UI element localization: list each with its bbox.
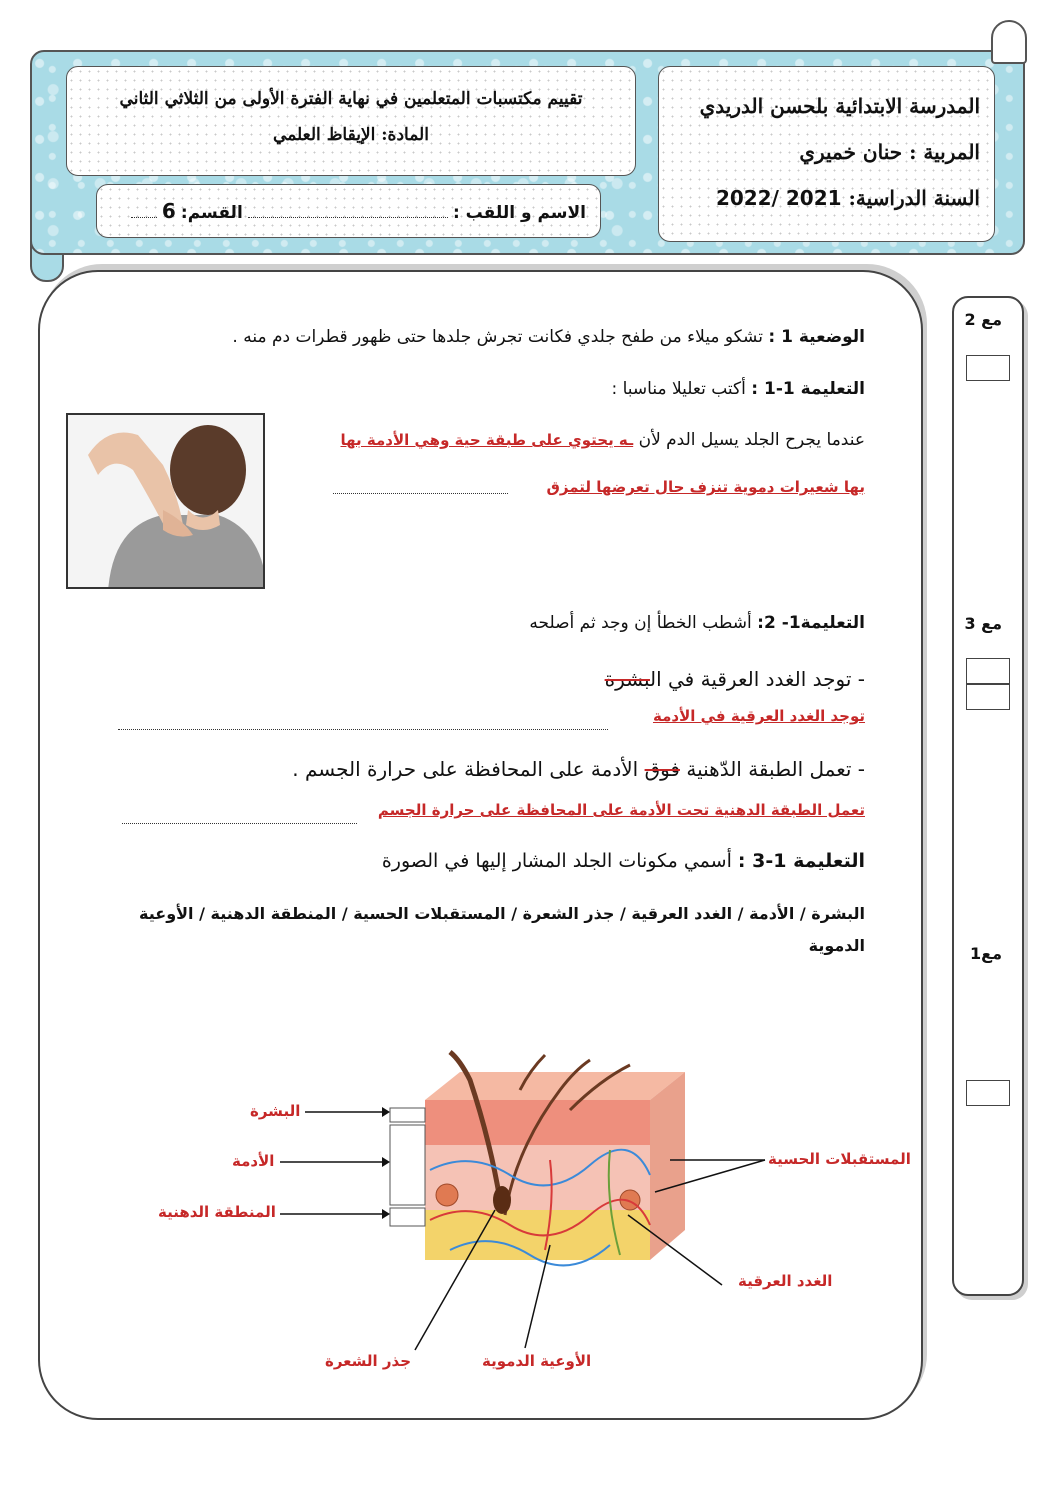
q3-label: التعليمة 1-3 :	[737, 850, 865, 872]
q2-sentence-2: - تعمل الطبقة الدّهنية فوق الأدمة على المحافظة على حرارة الجسم .	[292, 757, 865, 781]
student-info-box	[96, 184, 601, 238]
label-epidermis: البشرة	[250, 1102, 301, 1120]
q2-heading	[529, 608, 865, 638]
q1-heading	[611, 374, 865, 404]
q2-correction-1	[653, 706, 865, 725]
name-label: الاسم و اللقب :	[452, 203, 586, 223]
score-label-2: مع 3	[964, 614, 1002, 633]
school-info-box	[658, 66, 995, 242]
score-box-2b[interactable]	[966, 684, 1010, 710]
q1-answer-line-1	[285, 425, 865, 455]
name-field[interactable]	[248, 217, 448, 218]
skin-diagram	[150, 1050, 920, 1390]
q1-answer-line-2	[335, 472, 865, 502]
q2-correction-2	[378, 800, 865, 819]
score-box-3[interactable]	[966, 1080, 1010, 1106]
q1-stem: عندما يجرح الجلد يسيل الدم لأن	[638, 430, 865, 450]
q1-answer-2[interactable]: بها شعيرات دموية تنزف حال تعرضها لتمزق	[546, 478, 865, 496]
exam-title-box	[66, 66, 636, 176]
q1-label: التعليمة 1-1 :	[751, 379, 865, 399]
scratching-photo	[66, 413, 265, 589]
school-name: المدرسة الابتدائية بلحسن الدريدي	[699, 94, 980, 118]
score-column	[952, 296, 1024, 1296]
woman-scratching-image	[68, 415, 265, 589]
teacher-name: المربية : حنان خميري	[799, 140, 980, 164]
crossed-word-2: فوق	[644, 757, 680, 781]
exam-subject: المادة: الإيقاظ العلمي	[273, 125, 429, 145]
exam-title: تقييم مكتسبات المتعلمين في نهاية الفترة الأولى من الثلاثي الثاني	[119, 89, 583, 109]
q2-sentence-1: - توجد الغدد العرقية في البشرة	[604, 667, 865, 691]
q3-heading	[382, 845, 865, 877]
q2-answer-2[interactable]: تعمل الطبقة الدهنية تحت الأدمة على المحافظة على حرارة الجسم	[377, 801, 865, 819]
q3-word-bank: البشرة / الأدمة / الغدد العرقية / جذر الشعرة / المستقبلات الحسية / المنطقة الدهنية / الأوعية الدموية	[139, 904, 865, 955]
school-year: السنة الدراسية: 2022/ 2021	[715, 186, 980, 210]
score-box-1[interactable]	[966, 355, 1010, 381]
score-label-3: مع1	[970, 944, 1002, 963]
q2-label: التعليمة1- 2:	[757, 613, 865, 633]
situation-text: تشكو ميلاء من طفح جلدي فكانت تجرش جلدها حتى ظهور قطرات دم منه	[243, 327, 763, 347]
label-fat-layer: المنطقة الدهنية	[158, 1203, 276, 1221]
q1-prompt: أكتب تعليلا مناسبا :	[611, 379, 746, 399]
crossed-word-1: بشرة	[604, 667, 650, 691]
class-label: القسم:	[180, 203, 243, 223]
label-dermis: الأدمة	[232, 1152, 275, 1170]
score-label-1: مع 2	[964, 310, 1002, 329]
q3-prompt: أسمي مكونات الجلد المشار إليها في الصورة	[381, 850, 732, 872]
situation-label: الوضعية 1 :	[768, 327, 865, 347]
label-vessels: الأوعية الدموية	[482, 1352, 592, 1370]
label-hair-root: جذر الشعرة	[325, 1352, 412, 1370]
label-sweat-glands: الغدد العرقية	[738, 1272, 833, 1290]
q2-answer-1[interactable]: توجد الغدد العرقية في الأدمة	[652, 707, 865, 725]
class-value[interactable]: 6	[161, 199, 176, 223]
label-receptors: المستقبلات الحسية	[768, 1150, 911, 1168]
q2-prompt: أشطب الخطأ إن وجد ثم أصلحه	[529, 613, 752, 633]
q1-answer-1[interactable]: ـه يحتوي على طبقة حية وهي الأدمة بها	[340, 431, 634, 449]
situation-line: الوضعية 1 : تشكو ميلاء من طفح جلدي فكانت تجرش جلدها حتى ظهور قطرات دم منه .	[232, 327, 865, 347]
score-box-2a[interactable]	[966, 658, 1010, 684]
banner-scroll-curl	[991, 20, 1027, 64]
